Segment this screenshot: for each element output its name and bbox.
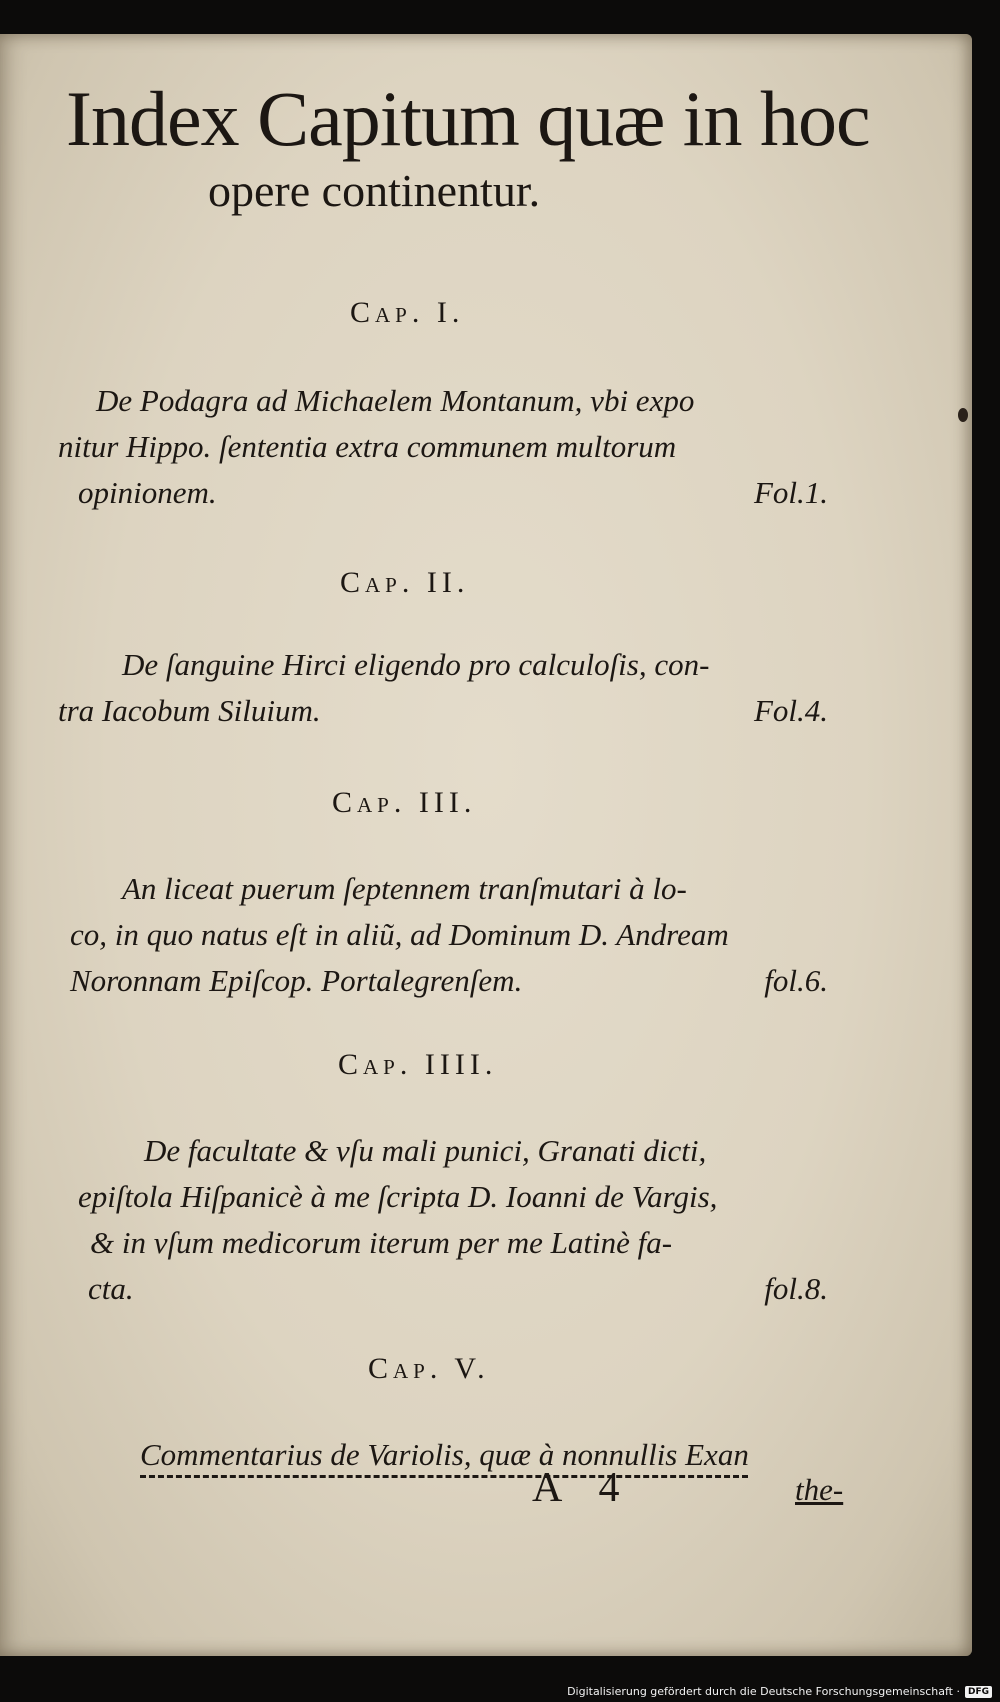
- entry-line: nitur Hippo. ſententia extra communem multorum: [58, 429, 677, 464]
- entry-last-line: [58, 688, 828, 734]
- chapter-heading: Cap. II.: [340, 566, 470, 599]
- chapter-entry: [140, 1432, 860, 1478]
- signature-mark: A 4: [532, 1465, 634, 1511]
- entry-last-line: [58, 958, 828, 1004]
- chapter-entry: [58, 378, 828, 516]
- entry-line: epiſtola Hiſpanicè à me ſcripta D. Ioanni de Vargis,: [78, 1179, 718, 1214]
- page-title-line-1: Index Capitum quæ in hoc: [66, 75, 870, 162]
- chapter-heading: Cap. I.: [350, 296, 465, 329]
- chapter-entry: [58, 642, 828, 734]
- dfg-logo: DFG: [965, 1686, 992, 1698]
- entry-line: opinionem.: [78, 475, 217, 510]
- entry-line: De ſanguine Hirci eligendo pro calculoſis, con-: [122, 647, 710, 682]
- chapter-heading: Cap. III.: [332, 786, 477, 819]
- folio-reference: Fol.1.: [753, 475, 828, 510]
- digitization-credit: [567, 1685, 992, 1698]
- chapter-entry: [58, 866, 828, 1004]
- entry-line: An liceat puerum ſeptennem tranſmutari à lo-: [122, 871, 687, 906]
- entry-line: De Podagra ad Michaelem Montanum, vbi expo: [96, 383, 695, 418]
- chapter-heading: Cap. IIII.: [338, 1048, 498, 1081]
- folio-reference: fol.8.: [764, 1271, 828, 1306]
- entry-line: De facultate & vſu mali punici, Granati dicti,: [144, 1133, 707, 1168]
- entry-line: Noronnam Epiſcop. Portalegrenſem.: [70, 963, 523, 998]
- catchword: the-: [795, 1472, 844, 1507]
- book-page: [0, 34, 972, 1656]
- folio-reference: fol.6.: [764, 963, 828, 998]
- entry-line: co, in quo natus eſt in aliũ, ad Dominum D. Andream: [70, 917, 729, 952]
- entry-line: tra Iacobum Siluium.: [58, 693, 321, 728]
- page-content: [0, 34, 972, 1656]
- entry-last-line: [58, 470, 828, 516]
- entry-line: Commentarius de Variolis, quæ à nonnullis Exan: [140, 1437, 749, 1472]
- page-title-line-2: opere continentur.: [208, 165, 541, 216]
- chapter-heading: Cap. V.: [368, 1352, 490, 1385]
- entry-line: cta.: [88, 1271, 134, 1306]
- folio-reference: Fol.4.: [753, 693, 828, 728]
- entry-last-line: [58, 1266, 828, 1312]
- credit-text: Digitalisierung gefördert durch die Deutsche Forschungsgemeinschaft ·: [567, 1685, 960, 1698]
- entry-line: & in vſum medicorum iterum per me Latinè fa-: [90, 1225, 673, 1260]
- chapter-entry: [58, 1128, 828, 1312]
